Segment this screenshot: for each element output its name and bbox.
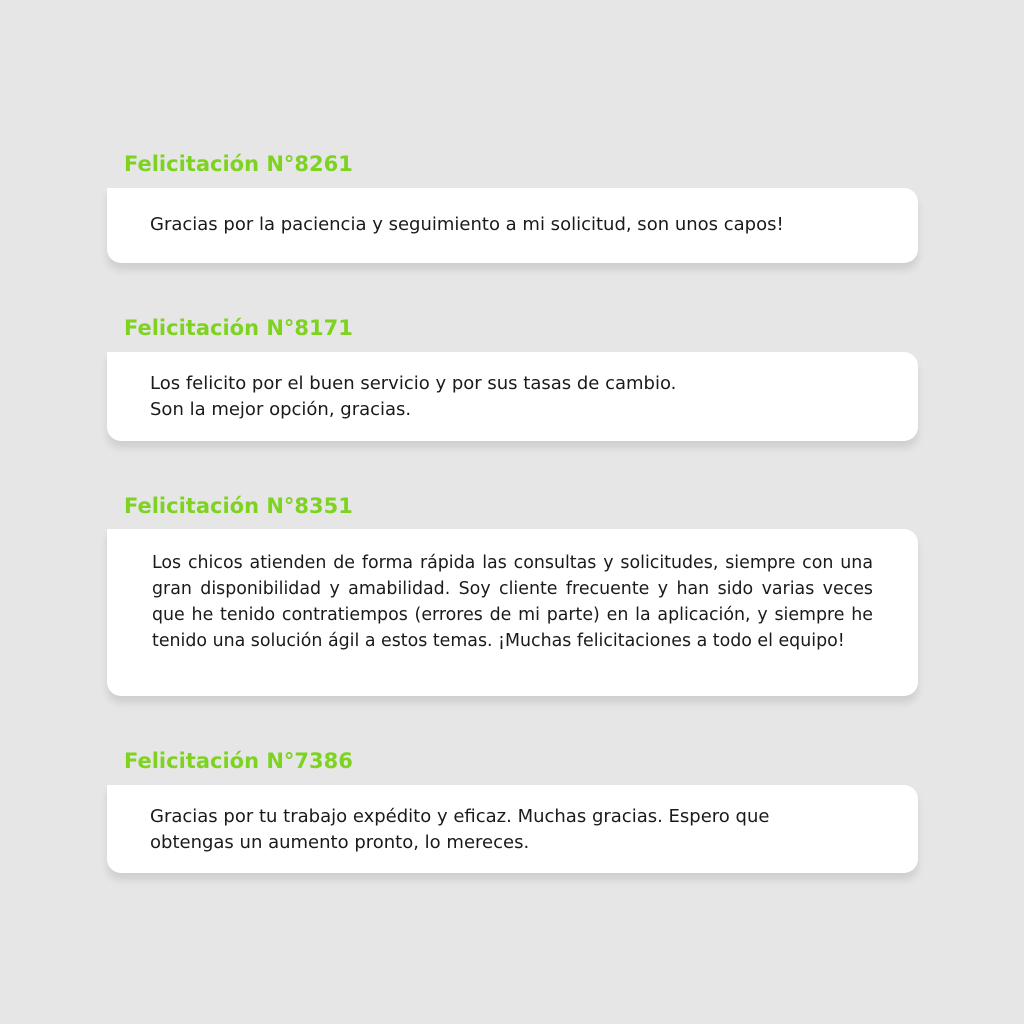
felicitacion-text: Gracias por la paciencia y seguimiento a mi solicitud, son unos capos! <box>150 214 784 235</box>
felicitacion-title: Felicitación N°8351 <box>124 494 353 518</box>
felicitacion-title: Felicitación N°7386 <box>124 749 353 773</box>
felicitacion-title: Felicitación N°8261 <box>124 152 353 176</box>
felicitacion-card <box>107 785 918 873</box>
felicitacion-card <box>107 188 918 263</box>
felicitacion-title: Felicitación N°8171 <box>124 316 353 340</box>
felicitacion-card <box>107 352 918 441</box>
felicitacion-text: Gracias por tu trabajo expédito y eficaz. Muchas gracias. Espero que obtengas un aumento pronto, lo mereces. <box>150 806 770 853</box>
felicitacion-text: Los chicos atienden de forma rápida las consultas y solicitudes, siempre con una gran disponibilidad y amabilidad. Soy cliente frecuente y han sido varias veces que he tenido contratiempos (errores de mi parte) en la aplicación, y siempre he tenido una solución ágil a estos temas. ¡Muchas felicitaciones a todo el equipo! <box>152 553 873 651</box>
felicitacion-text: Los felicito por el buen servicio y por sus tasas de cambio. Son la mejor opción, gracias. <box>150 373 677 420</box>
felicitacion-card <box>107 529 918 696</box>
